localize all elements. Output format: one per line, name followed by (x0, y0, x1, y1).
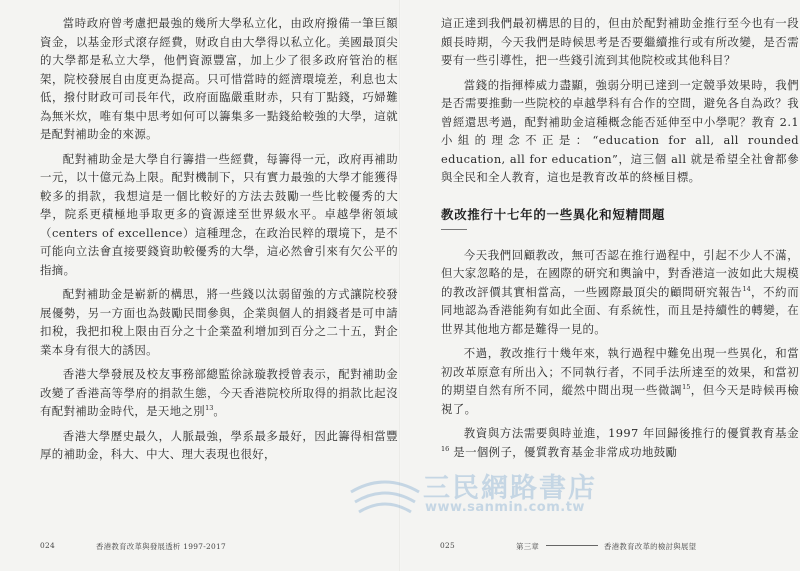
left-paragraph-3 (40, 285, 398, 359)
right-paragraph-1-text: 這正達到我們最初構思的目的，但由於配對補助金推行至今也有一段頗長時期，今天我們是時候思考是否要繼續推行或有所改變，是否需要有一些引導性，把一些錢引流到其他院校或其他科目？ (441, 16, 799, 67)
right-paragraph-2-text: 當錢的指揮棒威力盡顯，強弱分明已達到一定競爭效果時，我們是否需要推動一些院校的卓越學科有合作的空間，避免各自為政？我曾經還思考過，配對補助金這種概念能否延伸至中小學呢？教育 2.1 小組的理念不正是：“education for all, all rounded education, all for education”，這三個 all 就是希望全社會都參與全民和全人教育，這也是教育改革的終極目標。 (441, 77, 799, 184)
right-paragraph-2 (441, 76, 799, 187)
watermark-name: 三民網路書店 (423, 473, 597, 504)
footer-rule (546, 545, 598, 546)
right-paragraph-4-tail: ，但今天是時候再檢視了。 (441, 383, 799, 416)
footnote-marker-13: 13 (205, 404, 214, 413)
watermark-url: www.sanmin.com.tw (425, 500, 585, 515)
right-page (441, 14, 799, 544)
section-heading-rule (441, 229, 467, 230)
right-paragraph-5-text: 教資與方法需要與時並進，1997 年回歸後推行的優質教育基金 (463, 426, 799, 440)
footnote-marker-15: 15 (682, 383, 691, 392)
right-paragraph-3 (441, 246, 799, 339)
right-paragraph-3-tail: ，不約而同地認為香港能夠有如此全面、有系統性，而且是持續性的轉變，在世界其他地方都是難得一見的。 (441, 284, 799, 336)
right-paragraph-5 (441, 424, 799, 461)
right-page-number: 025 (440, 541, 456, 550)
left-paragraph-1-text: 當時政府曾考慮把最強的幾所大學私立化，由政府撥備一筆巨額資金，以基金形式滾存經費，财政自由大學得以私立化。美國最頂尖的大學都是私立大學，他們資源豐富，加上少了很多政府管治的框架，院校發展自由度更為提高。只可惜當時的經濟環境差，利息也太低，撥付財政可司長年代，政府面臨嚴重財赤，只有丁點錢，巧婦難為無米炊，唯有集中思考如何可以籌集多一點錢給較強的大學，這就是配對補助金的來源。 (40, 16, 398, 141)
left-paragraph-5 (40, 427, 398, 464)
left-paragraph-4: 香港大學發展及校友事務部總監徐詠璇教授曾表示，配對補助金改變了香港高等學府的捐款生態，今天香港院校所取得的捐款比起沒有配對補助金時代，是天地之別$^{13}$。 (40, 367, 398, 418)
left-running-title: 香港教育改革與發展透析 1997-2017 (96, 542, 227, 551)
section-heading: 教改推行十七年的一些異化和短精問題 (441, 206, 666, 222)
right-paragraph-5-tail: 是一個例子，優質教育基金非常成功地鼓勵 (449, 444, 678, 459)
right-running-title: 香港教育改革的檢討與展望 (604, 542, 697, 551)
left-page (40, 14, 398, 544)
right-chapter-label: 第三章 (516, 542, 540, 551)
footnote-marker-16: 16 (441, 444, 450, 453)
right-paragraph-1 (441, 14, 799, 70)
left-paragraph-4-text: 香港大學發展及校友事務部總監徐詠璇教授曾表示，配對補助金改變了香港高等學府的捐款生態，今天香港院校所取得的捐款比起沒有配對補助金時代，是天地之別 (40, 367, 398, 418)
left-paragraph-3-text: 配對補助金是嶄新的構思，將一些錢以汰弱留強的方式讓院校發展優勢，另一方面也為鼓勵民間參與，企業與個人的捐錢者是可申請扣稅，我把扣稅上限由百分之十企業盈利增加到百分之二十五，對企業本身有很大的誘因。 (40, 287, 398, 357)
right-paragraph-3-text: 今天我們回顧教改，無可否認在推行過程中，引起不少人不滿，但大家忽略的是，在國際的研究和輿論中，對香港這一波如此大規模的教改評價其實相當高，一些國際最頂尖的顧問研究報告 (441, 247, 799, 299)
footnote-marker-14: 14 (742, 284, 751, 293)
right-paragraph-4-text: 不過，教改推行十幾年來，執行過程中難免出現一些異化，和當初改革原意有所出入；不同執行者，不同手法所達至的效果，和當初的期望自然有所不同，縱然中間出現一些微調 (441, 346, 799, 397)
left-paragraph-2-text: 配對補助金是大學自行籌措一些經費，每籌得一元，政府再補助一元，以十億元為上限。配對機制下，只有實力最強的大學才能獲得較多的捐款，我想這是一個比較好的方法去鼓勵一些比較優秀的大學，院系更積極地爭取更多的資源達至世界級水平。卓越學術領域（centers of excellence）這種理念，在政治民粹的環境下，是不可能向立法會直接要錢資助較優秀的大學，這必然會引來有欠公平的指摘。 (40, 151, 398, 277)
left-paragraph-5-text: 香港大學歷史最久，人脈最強，學系最多最好，因此籌得相當豐厚的補助金，科大、中大、理大表現也很好， (40, 428, 398, 461)
left-paragraph-1 (40, 14, 398, 144)
page-gutter (399, 0, 401, 571)
right-paragraph-4 (441, 344, 799, 418)
left-paragraph-2 (40, 150, 398, 280)
left-page-number: 024 (40, 541, 56, 550)
